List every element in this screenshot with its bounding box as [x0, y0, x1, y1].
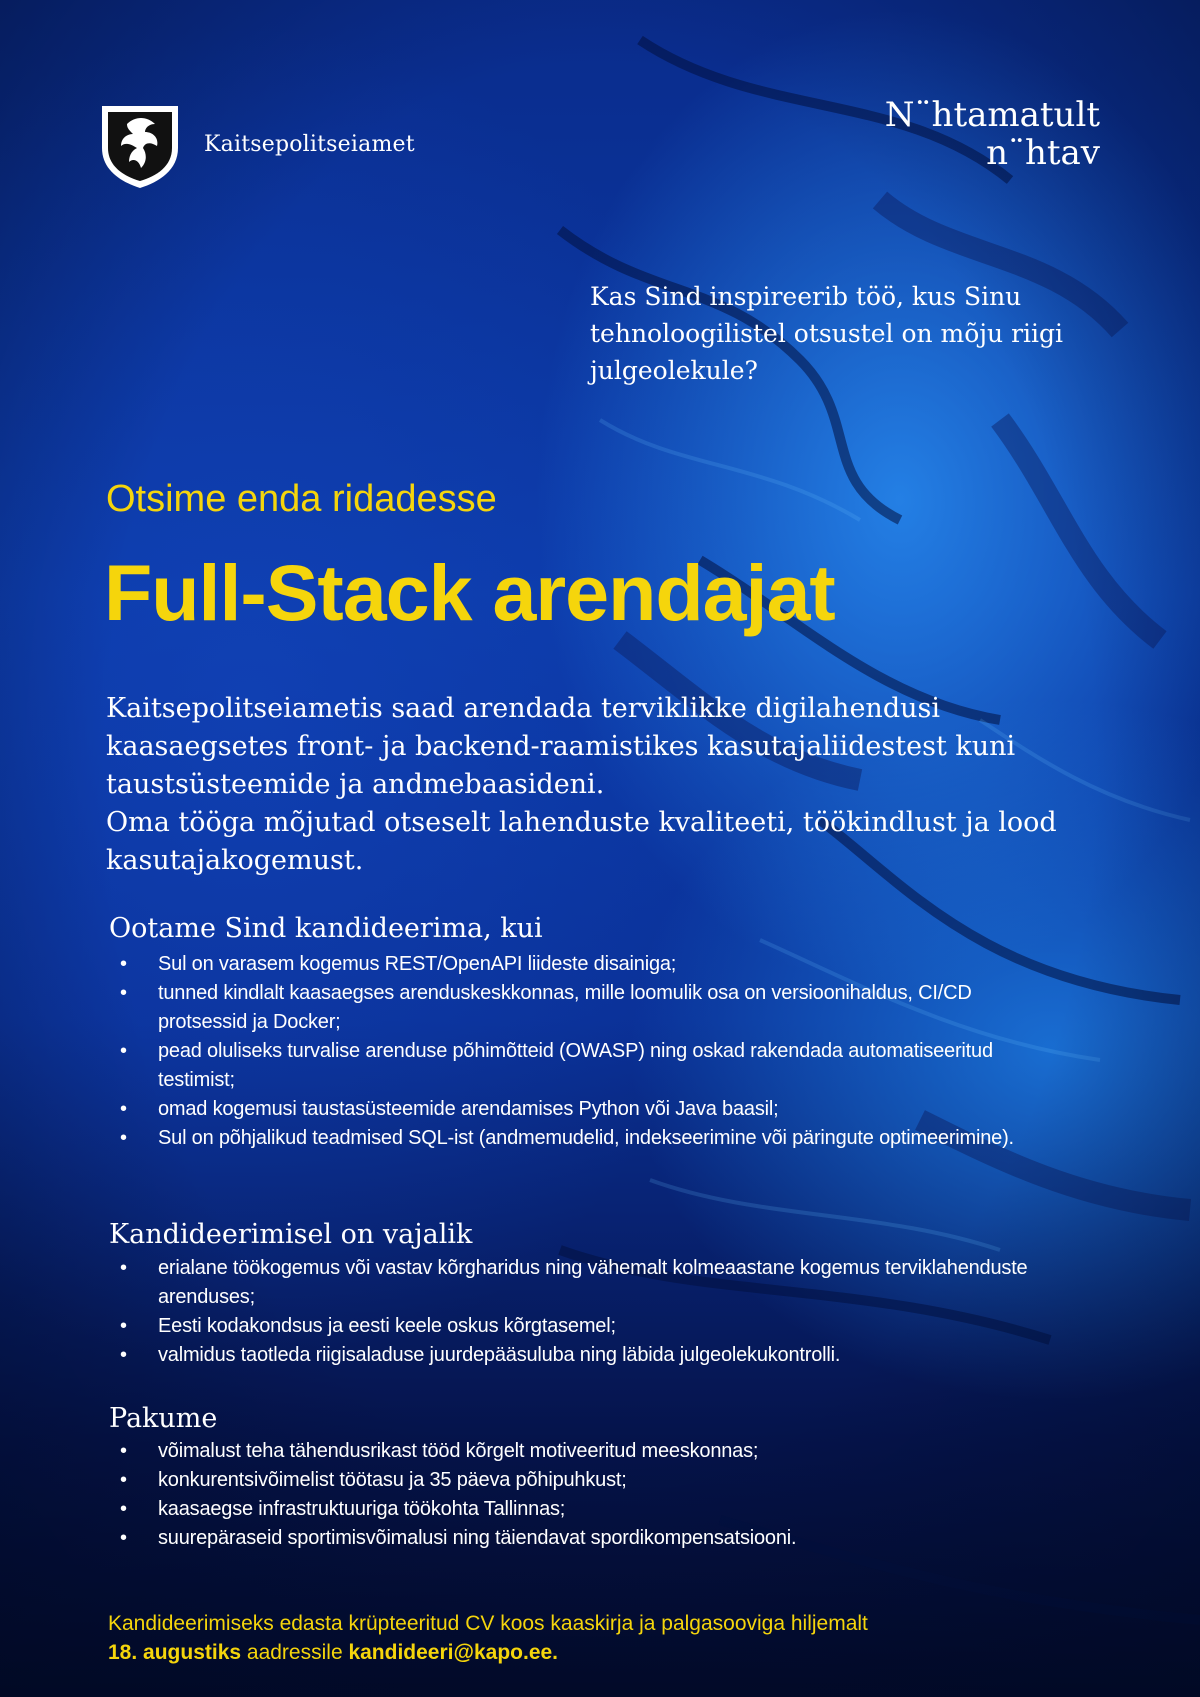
requirements-list [120, 950, 1050, 1153]
tagline [885, 96, 1100, 172]
list-item: • Eesti kodakondsus ja eesti keele oskus kõrgtasemel; [120, 1312, 1050, 1341]
bullet-icon: • [120, 1257, 127, 1279]
footer-middle-text: aadressile [241, 1641, 349, 1664]
deadline-date: 18. augustiks [108, 1641, 242, 1664]
job-title: Full-Stack arendajat [104, 548, 835, 637]
list-item: • suurepäraseid sportimisvõimalusi ning täiendavat spordikompensatsiooni. [120, 1524, 1050, 1553]
offer-heading: Pakume [109, 1403, 218, 1434]
prerequisites-heading: Kandideerimisel on vajalik [109, 1219, 473, 1250]
list-item: • tunned kindlalt kaasaegses arenduskeskkonnas, mille loomulik osa on versioonihaldus, CI/CD protsessid ja Docker; [120, 979, 1050, 1037]
prerequisites-list [120, 1254, 1050, 1370]
requirements-heading: Ootame Sind kandideerima, kui [109, 913, 543, 944]
bullet-icon: • [120, 1344, 127, 1366]
offer-list [120, 1437, 1050, 1553]
list-item: • Sul on põhjalikud teadmised SQL-ist (andmemudelid, indekseerimine või päringute optimeerimine). [120, 1124, 1050, 1153]
bullet-icon: • [120, 1469, 127, 1491]
description-paragraph-1: Kaitsepolitseiametis saad arendada terviklikke digilahendusi kaasaegsetes front- ja backend-raamistikes kasutajaliidestest kuni taustsüsteemide ja andmebaasideni. [106, 693, 1016, 800]
bullet-icon: • [120, 1127, 127, 1149]
bullet-icon: • [120, 1098, 127, 1120]
list-item: • kaasaegse infrastruktuuriga töökohta Tallinnas; [120, 1495, 1050, 1524]
email-address: kandideeri@kapo.ee. [348, 1641, 559, 1664]
griffin-crest-icon [99, 102, 181, 190]
bullet-icon: • [120, 1498, 127, 1520]
job-description [106, 690, 1066, 880]
bullet-icon: • [120, 953, 127, 975]
bullet-icon: • [120, 1315, 127, 1337]
bullet-icon: • [120, 1440, 127, 1462]
application-instructions [108, 1609, 1108, 1667]
list-item: • omad kogemusi taustasüsteemide arendamises Python või Java baasil; [120, 1095, 1050, 1124]
bullet-icon: • [120, 1040, 127, 1062]
list-item: • konkurentsivõimelist töötasu ja 35 päeva põhipuhkust; [120, 1466, 1050, 1495]
description-paragraph-2: Oma tööga mõjutad otseselt lahenduste kvaliteeti, töökindlust ja lood kasutajakogemust. [106, 807, 1057, 876]
list-item: • valmidus taotleda riigisaladuse juurdepääsuluba ning läbida julgeolekukontrolli. [120, 1341, 1050, 1370]
bullet-icon: • [120, 982, 127, 1004]
eyebrow-heading: Otsime enda ridadesse [106, 478, 497, 520]
tagline-line-2: n¨htav [986, 133, 1100, 173]
footer-line-1: Kandideerimiseks edasta krüpteeritud CV koos kaaskirja ja palgasooviga hiljemalt [108, 1612, 868, 1635]
agency-name: Kaitsepolitseiamet [204, 132, 415, 157]
intro-question: Kas Sind inspireerib töö, kus Sinu tehnoloogilistel otsustel on mõju riigi julgeolekule? [590, 282, 1064, 385]
list-item: • Sul on varasem kogemus REST/OpenAPI liideste disainiga; [120, 950, 1050, 979]
list-item: • erialane töökogemus või vastav kõrgharidus ning vähemalt kolmeaastane kogemus terviklahenduste arenduses; [120, 1254, 1050, 1312]
tagline-line-1: N¨htamatult [884, 95, 1100, 135]
bullet-icon: • [120, 1527, 127, 1549]
list-item: • võimalust teha tähendusrikast tööd kõrgelt motiveeritud meeskonnas; [120, 1437, 1050, 1466]
footer-line-2 [108, 1638, 1108, 1667]
list-item: • pead oluliseks turvalise arenduse põhimõtteid (OWASP) ning oskad rakendada automatiseeritud testimist; [120, 1037, 1050, 1095]
